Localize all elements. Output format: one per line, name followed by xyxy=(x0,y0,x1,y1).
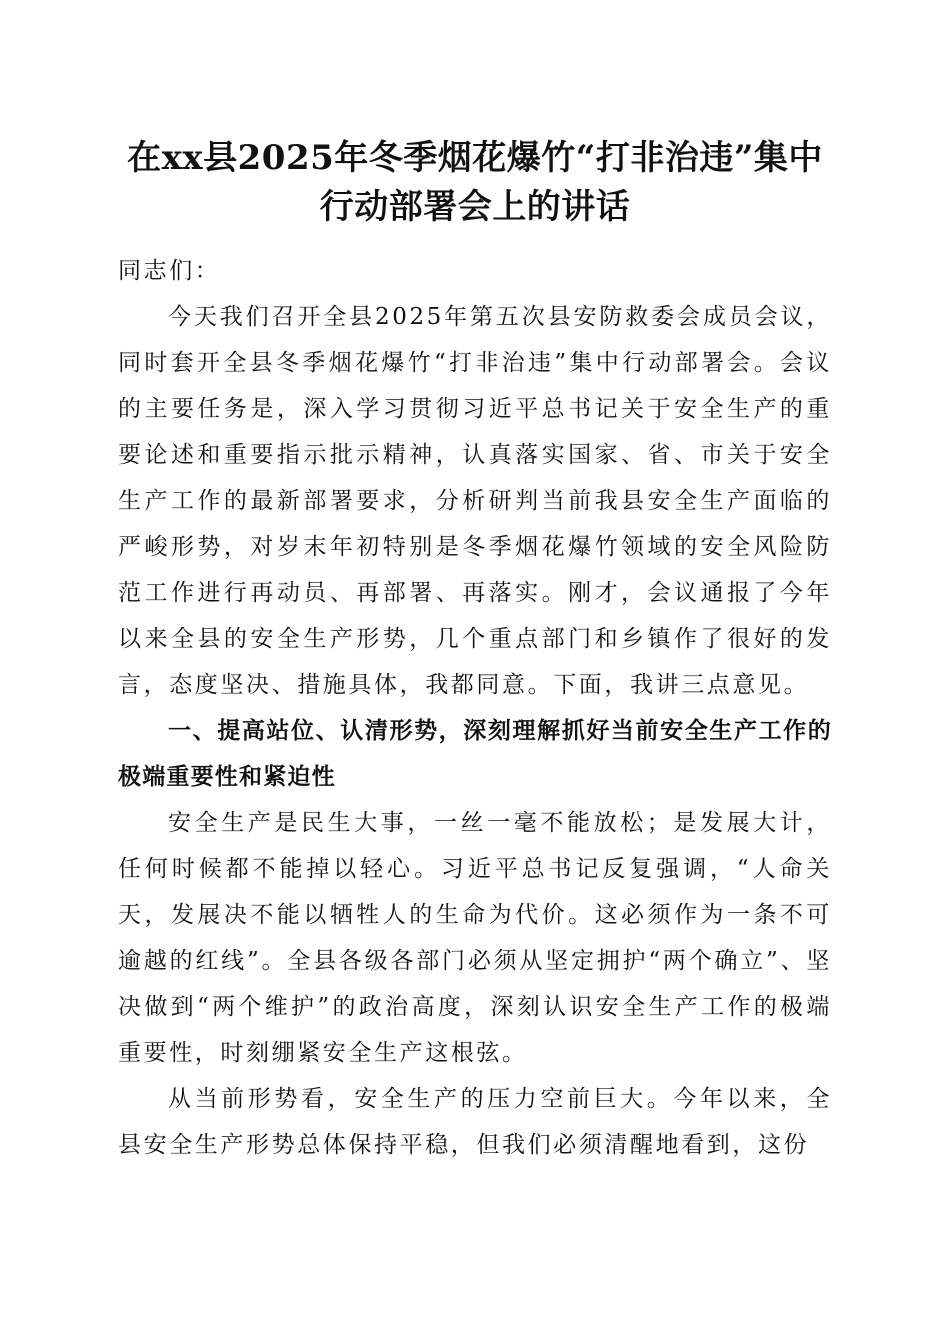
section-1-paragraph-1: 安全生产是民生大事，一丝一毫不能放松；是发展大计，任何时候都不能掉以轻心。习近平总书记反复强调，“人命关天，发展决不能以牺牲人的生命为代价。这必须作为一条不可逾越的红线”。全县各级各部门必须从坚定拥护“两个确立”、坚决做到“两个维护”的政治高度，深刻认识安全生产工作的极端重要性，时刻绷紧安全生产这根弦。 xyxy=(118,810,832,1066)
salutation: 同志们： xyxy=(118,258,221,284)
section-heading-1: 一、提高站位、认清形势，深刻理解抓好当前安全生产工作的极端重要性和紧迫性 xyxy=(118,718,832,790)
section-1-paragraph-2: 从当前形势看，安全生产的压力空前巨大。今年以来，全县安全生产形势总体保持平稳，但我们必须清醒地看到，这份 xyxy=(118,1086,832,1158)
opening-paragraph: 今天我们召开全县2025年第五次县安防救委会成员会议，同时套开全县冬季烟花爆竹“打非治违”集中行动部署会。会议的主要任务是，深入学习贯彻习近平总书记关于安全生产的重要论述和重要指示批示精神，认真落实国家、省、市关于安全生产工作的最新部署要求，分析研判当前我县安全生产面临的严峻形势，对岁末年初特别是冬季烟花爆竹领域的安全风险防范工作进行再动员、再部署、再落实。刚才，会议通报了今年以来全县的安全生产形势，几个重点部门和乡镇作了很好的发言，态度坚决、措施具体，我都同意。下面，我讲三点意见。 xyxy=(118,304,832,698)
document-title: 在xx县2025年冬季烟花爆竹“打非治违”集中行动部署会上的讲话 xyxy=(127,138,823,227)
document-body xyxy=(118,248,832,1168)
